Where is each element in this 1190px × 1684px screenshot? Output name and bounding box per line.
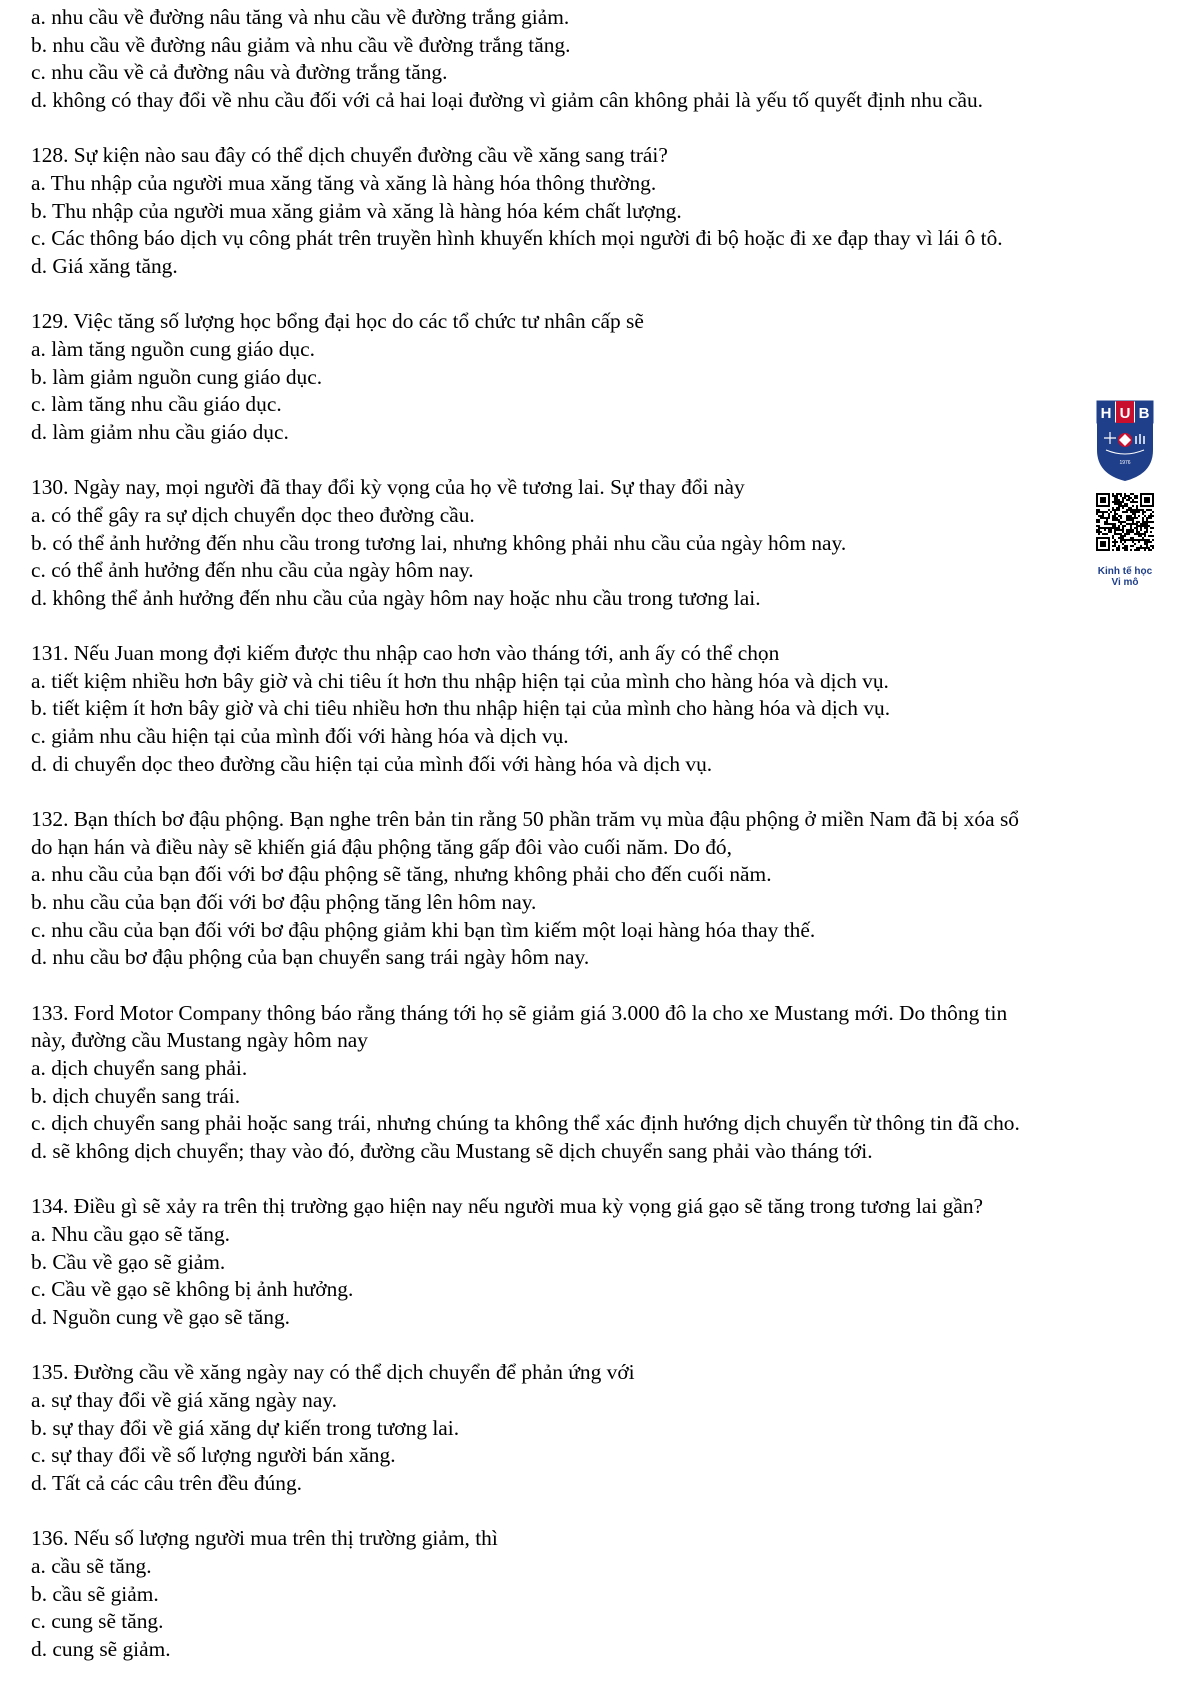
answer-option: a. Thu nhập của người mua xăng tăng và xăng là hàng hóa thông thường. [31, 170, 657, 195]
question-block [31, 474, 1161, 612]
answer-option: a. cầu sẽ tăng. [31, 1553, 152, 1578]
answer-option: a. dịch chuyển sang phải. [31, 1056, 248, 1080]
qr-code[interactable] [1096, 493, 1154, 551]
answer-option: d. di chuyển dọc theo đường cầu hiện tại của mình đối với hàng hóa và dịch vụ. [31, 751, 713, 776]
answer-option: c. cung sẽ tăng. [31, 1609, 164, 1634]
answer-option: b. nhu cầu của bạn đối với bơ đậu phộng tăng lên hôm nay. [31, 890, 537, 915]
answer-option: a. nhu cầu của bạn đối với bơ đậu phộng sẽ tăng, nhưng không phải cho đến cuối năm. [31, 862, 772, 887]
question-block [31, 806, 1161, 972]
question-block [31, 4, 1161, 114]
document-body [31, 4, 1161, 1663]
answer-option: d. Tất cả các câu trên đều đúng. [31, 1470, 303, 1495]
question-stem: 134. Điều gì sẽ xảy ra trên thị trường gạo hiện nay nếu người mua kỳ vọng giá gạo sẽ tăng trong tương lai gần? [31, 1194, 984, 1219]
answer-option: a. Nhu cầu gạo sẽ tăng. [31, 1221, 230, 1246]
question-stem: 129. Việc tăng số lượng học bổng đại học do các tổ chức tư nhân cấp sẽ [31, 309, 644, 334]
question-stem: 133. Ford Motor Company thông báo rằng tháng tới họ sẽ giảm giá 3.000 đô la cho xe Mustang mới. Do thông tin [31, 1000, 1008, 1025]
answer-option: c. có thể ảnh hưởng đến nhu cầu của ngày hôm nay. [31, 558, 474, 583]
answer-option: c. Cầu về gạo sẽ không bị ảnh hưởng. [31, 1277, 354, 1302]
logo-year: 1976 [1119, 460, 1131, 466]
logo-letter-b: B [1138, 405, 1150, 422]
hub-logo [1096, 400, 1154, 482]
answer-option: c. dịch chuyển sang phải hoặc sang trái, nhưng chúng ta không thể xác định hướng dịch chuyển từ thông tin đã cho. [31, 1111, 1020, 1136]
answer-option: a. có thể gây ra sự dịch chuyển dọc theo đường cầu. [31, 502, 475, 527]
question-block [31, 1193, 1161, 1331]
answer-option: b. có thể ảnh hưởng đến nhu cầu trong tương lai, nhưng không phải nhu cầu của ngày hôm nay. [31, 530, 847, 555]
answer-option: d. nhu cầu bơ đậu phộng của bạn chuyển sang trái ngày hôm nay. [31, 945, 590, 970]
answer-option: b. Cầu về gạo sẽ giảm. [31, 1249, 226, 1274]
answer-option: b. Thu nhập của người mua xăng giảm và xăng là hàng hóa kém chất lượng. [31, 198, 682, 223]
answer-option: d. không thể ảnh hưởng đến nhu cầu của ngày hôm nay hoặc nhu cầu trong tương lai. [31, 585, 761, 610]
logo-letter-h: H [1100, 405, 1112, 422]
question-block [31, 1525, 1161, 1663]
answer-option: d. cung sẽ giảm. [31, 1636, 171, 1661]
question-stem: do hạn hán và điều này sẽ khiến giá đậu phộng tăng gấp đôi vào cuối năm. Do đó, [31, 834, 732, 859]
question-block [31, 142, 1161, 280]
answer-option: c. nhu cầu về cả đường nâu và đường trắng tăng. [31, 60, 448, 85]
qr-code-icon [1096, 493, 1154, 551]
question-block [31, 1000, 1161, 1166]
answer-option: c. làm tăng nhu cầu giáo dục. [31, 392, 282, 417]
answer-option: b. tiết kiệm ít hơn bây giờ và chi tiêu nhiều hơn thu nhập hiện tại của mình cho hàng hóa và dịch vụ. [31, 696, 891, 721]
answer-option: c. giảm nhu cầu hiện tại của mình đối với hàng hóa và dịch vụ. [31, 724, 569, 749]
qr-caption-line1: Kinh tế học [1097, 566, 1153, 577]
question-stem: 131. Nếu Juan mong đợi kiếm được thu nhập cao hơn vào tháng tới, anh ấy có thể chọn [31, 641, 780, 666]
answer-option: a. nhu cầu về đường nâu tăng và nhu cầu về đường trắng giảm. [31, 5, 570, 29]
answer-option: d. Nguồn cung về gạo sẽ tăng. [31, 1304, 291, 1329]
answer-option: b. cầu sẽ giảm. [31, 1581, 159, 1606]
answer-option: b. dịch chuyển sang trái. [31, 1083, 241, 1108]
answer-option: d. sẽ không dịch chuyển; thay vào đó, đường cầu Mustang sẽ dịch chuyển sang phải vào tháng tới. [31, 1138, 873, 1163]
answer-option: b. nhu cầu về đường nâu giảm và nhu cầu về đường trắng tăng. [31, 32, 571, 57]
question-block [31, 1359, 1161, 1497]
answer-option: a. sự thay đổi về giá xăng ngày nay. [31, 1387, 338, 1412]
answer-option: b. sự thay đổi về giá xăng dự kiến trong tương lai. [31, 1415, 460, 1440]
question-stem: 130. Ngày nay, mọi người đã thay đổi kỳ vọng của họ về tương lai. Sự thay đổi này [31, 475, 745, 500]
question-stem: 135. Đường cầu về xăng ngày nay có thể dịch chuyển để phản ứng với [31, 1360, 635, 1385]
answer-option: c. Các thông báo dịch vụ công phát trên truyền hình khuyến khích mọi người đi bộ hoặc đi xe đạp thay vì lái ô tô. [31, 226, 1003, 251]
logo-letter-u: U [1119, 405, 1131, 422]
answer-option: d. không có thay đổi về nhu cầu đối với cả hai loại đường vì giảm cân không phải là yếu tố quyết định nhu cầu. [31, 87, 984, 112]
qr-caption-line2: Vi mô [1111, 577, 1139, 588]
question-stem: 132. Bạn thích bơ đậu phộng. Bạn nghe trên bản tin rằng 50 phần trăm vụ mùa đậu phộng ở miền Nam đã bị xóa sổ [31, 807, 1019, 832]
hub-crest-icon [1096, 400, 1154, 482]
question-block [31, 640, 1161, 778]
question-block [31, 308, 1161, 446]
answer-option: b. làm giảm nguồn cung giáo dục. [31, 364, 323, 389]
qr-caption [1086, 566, 1164, 588]
answer-option: c. sự thay đổi về số lượng người bán xăng. [31, 1443, 396, 1468]
answer-option: a. tiết kiệm nhiều hơn bây giờ và chi tiêu ít hơn thu nhập hiện tại của mình cho hàng hóa và dịch vụ. [31, 668, 889, 693]
question-stem: 128. Sự kiện nào sau đây có thể dịch chuyển đường cầu về xăng sang trái? [31, 143, 668, 168]
answer-option: d. làm giảm nhu cầu giáo dục. [31, 419, 289, 444]
question-stem: 136. Nếu số lượng người mua trên thị trường giảm, thì [31, 1526, 498, 1551]
answer-option: a. làm tăng nguồn cung giáo dục. [31, 336, 315, 361]
question-stem: này, đường cầu Mustang ngày hôm nay [31, 1028, 368, 1053]
answer-option: c. nhu cầu của bạn đối với bơ đậu phộng giảm khi bạn tìm kiếm một loại hàng hóa thay thế. [31, 917, 816, 942]
answer-option: d. Giá xăng tăng. [31, 253, 178, 278]
